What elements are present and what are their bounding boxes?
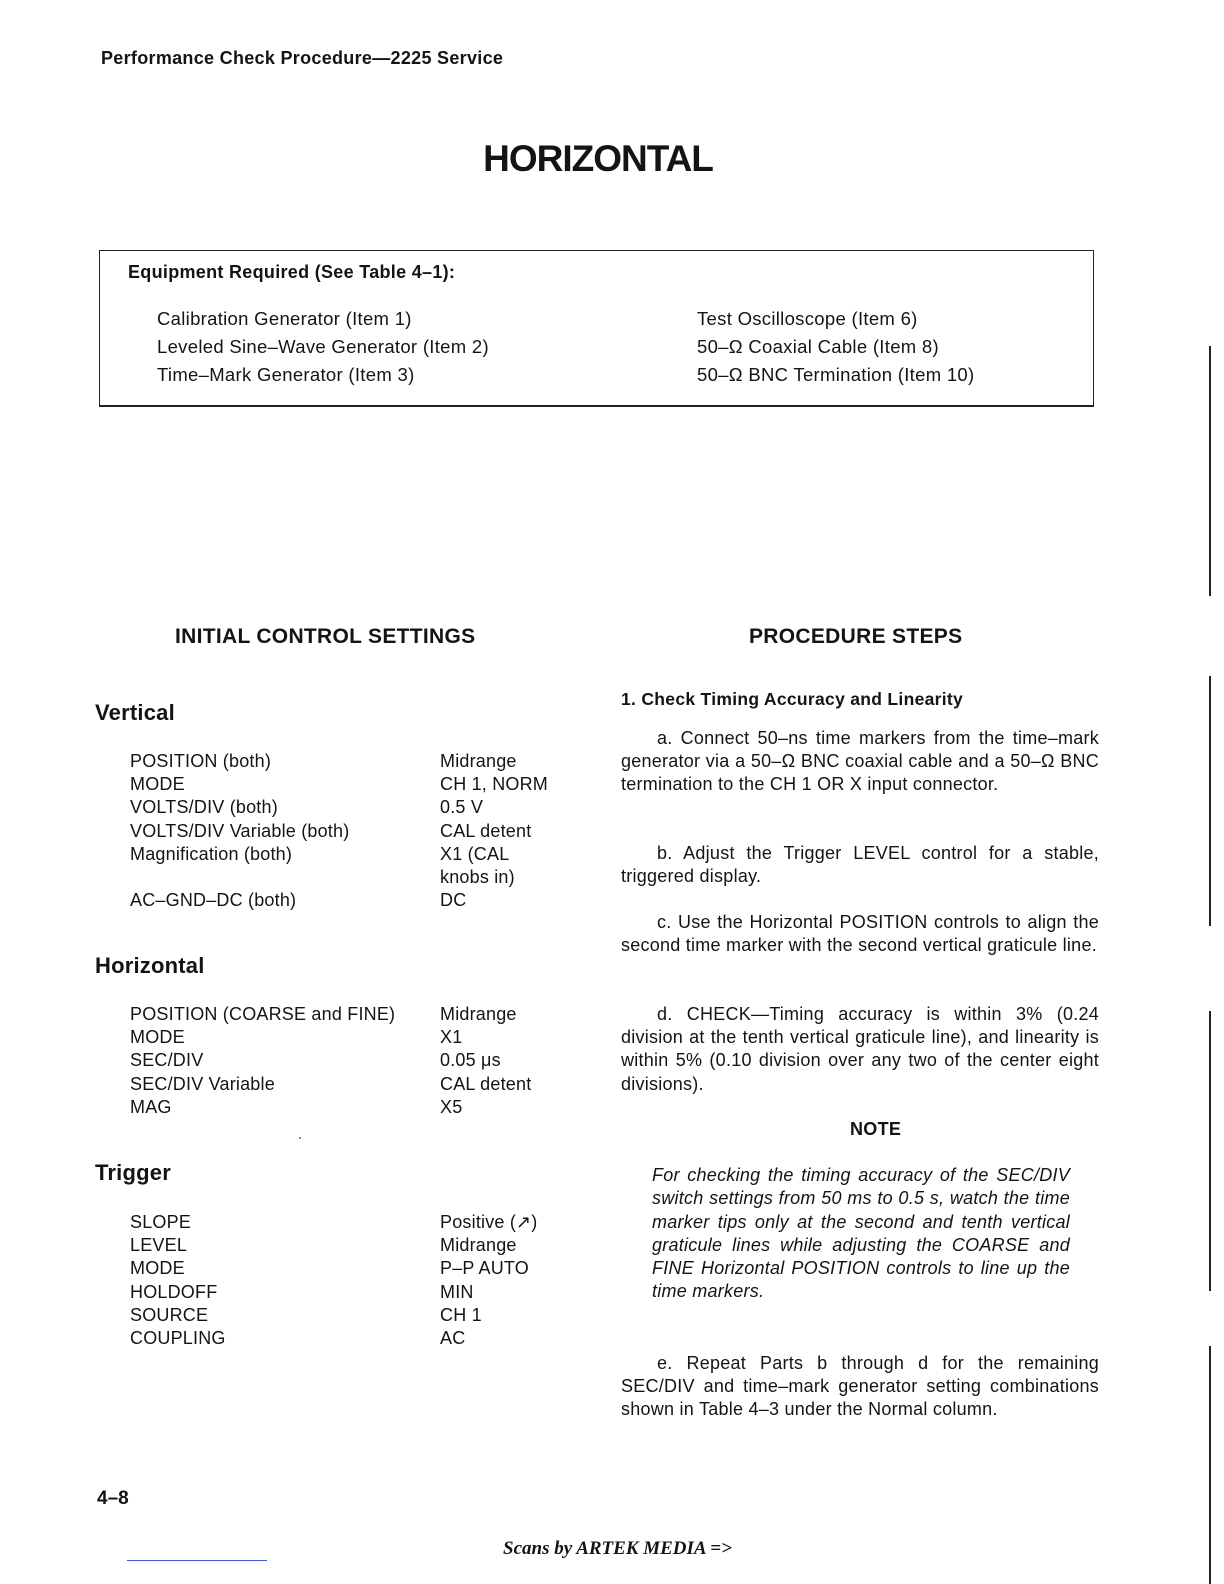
note-body: For checking the timing accuracy of the SEC/DIV switch settings from 50 ms to 0.5 s, watch the time marker tips only at the second and tenth vertical graticule lines while adjusting the COARSE and FINE Horizontal POSITION controls to line up the time markers. — [652, 1165, 1070, 1302]
setting-name: AC–GND–DC (both) — [130, 890, 297, 911]
stray-dot — [299, 1137, 301, 1139]
setting-value: X1 (CAL knobs in) — [440, 843, 515, 887]
running-header: Performance Check Procedure—2225 Service — [101, 48, 504, 68]
vertical-heading: Vertical — [95, 700, 175, 725]
setting-name: LEVEL — [130, 1235, 188, 1256]
equipment-list-left — [157, 305, 489, 389]
step-c-text: c. Use the Horizontal POSITION controls to align the second time marker with the second vertical graticule line. — [621, 912, 1099, 956]
setting-name: VOLTS/DIV (both) — [130, 797, 278, 818]
equipment-item: Test Oscilloscope (Item 6) — [697, 308, 918, 329]
scan-credit: Scans by ARTEK MEDIA => — [503, 1538, 732, 1559]
setting-name: VOLTS/DIV Variable (both) — [130, 820, 350, 841]
setting-value: CH 1 — [440, 1304, 482, 1325]
equipment-item: Calibration Generator (Item 1) — [157, 308, 412, 329]
setting-value: X5 — [440, 1096, 463, 1117]
setting-name: MODE — [130, 1027, 185, 1048]
setting-value: Midrange — [440, 1235, 517, 1256]
setting-value: CAL detent — [440, 820, 532, 841]
equipment-heading: Equipment Required (See Table 4–1): — [128, 262, 456, 282]
setting-name: HOLDOFF — [130, 1281, 218, 1302]
setting-value: DC — [440, 890, 467, 911]
scan-edge-mark — [1209, 1011, 1211, 1291]
setting-value: CAL detent — [440, 1073, 532, 1094]
setting-value: X1 — [440, 1027, 463, 1048]
equipment-item: 50–Ω BNC Termination (Item 10) — [697, 364, 975, 385]
scan-edge-mark — [1209, 676, 1211, 926]
equipment-item: 50–Ω Coaxial Cable (Item 8) — [697, 336, 939, 357]
setting-value: CH 1, NORM — [440, 774, 549, 795]
step-c — [621, 911, 1099, 957]
step-e-text: e. Repeat Parts b through d for the remaining SEC/DIV and time–mark generator setting combinations shown in Table 4–3 under the Normal column. — [621, 1353, 1099, 1420]
step-d-text: d. CHECK—Timing accuracy is within 3% (0.24 division at the tenth vertical graticule line), and linearity is within 5% (0.10 division over any two of the center eight divisions). — [621, 1004, 1099, 1094]
step-a — [621, 727, 1099, 797]
equipment-item: Leveled Sine–Wave Generator (Item 2) — [157, 336, 489, 357]
step-d — [621, 1003, 1099, 1096]
setting-name: SEC/DIV Variable — [130, 1073, 275, 1094]
horizontal-heading: Horizontal — [95, 953, 205, 978]
setting-name: SOURCE — [130, 1304, 209, 1325]
setting-value: Positive (↗) — [440, 1212, 538, 1232]
step-1-title: 1. Check Timing Accuracy and Linearity — [621, 689, 964, 709]
setting-value: Midrange — [440, 751, 517, 771]
setting-name: MAG — [130, 1096, 172, 1117]
footer-link-line — [127, 1560, 267, 1561]
setting-name: SEC/DIV — [130, 1050, 204, 1071]
setting-name: COUPLING — [130, 1327, 226, 1348]
trigger-heading: Trigger — [95, 1160, 171, 1185]
page-number: 4–8 — [97, 1488, 129, 1509]
setting-name: SLOPE — [130, 1212, 192, 1232]
setting-value: 0.05 μs — [440, 1050, 501, 1071]
setting-name: POSITION (COARSE and FINE) — [130, 1004, 396, 1024]
setting-name: MODE — [130, 774, 185, 795]
equipment-item: Time–Mark Generator (Item 3) — [157, 364, 415, 385]
initial-settings-heading: INITIAL CONTROL SETTINGS — [175, 625, 476, 648]
note-heading: NOTE — [850, 1119, 902, 1139]
step-b — [621, 842, 1099, 888]
step-b-text: b. Adjust the Trigger LEVEL control for a stable, triggered display. — [621, 843, 1099, 887]
setting-value: Midrange — [440, 1004, 517, 1024]
step-a-text: a. Connect 50–ns time markers from the time–mark generator via a 50–Ω BNC coaxial cable and a 50–Ω BNC termination to the CH 1 OR X input connector. — [621, 728, 1099, 795]
page-title: HORIZONTAL — [483, 138, 713, 179]
step-e — [621, 1352, 1099, 1422]
equipment-list-right — [697, 305, 975, 389]
setting-name: POSITION (both) — [130, 751, 272, 771]
setting-value: 0.5 V — [440, 797, 484, 818]
setting-value: AC — [440, 1327, 466, 1348]
procedure-steps-heading: PROCEDURE STEPS — [749, 625, 963, 648]
scan-edge-mark — [1209, 1346, 1211, 1584]
setting-name: MODE — [130, 1258, 185, 1279]
setting-value: P–P AUTO — [440, 1258, 529, 1279]
scan-edge-mark — [1209, 346, 1211, 596]
setting-value: MIN — [440, 1281, 474, 1302]
setting-name: Magnification (both) — [130, 843, 293, 864]
